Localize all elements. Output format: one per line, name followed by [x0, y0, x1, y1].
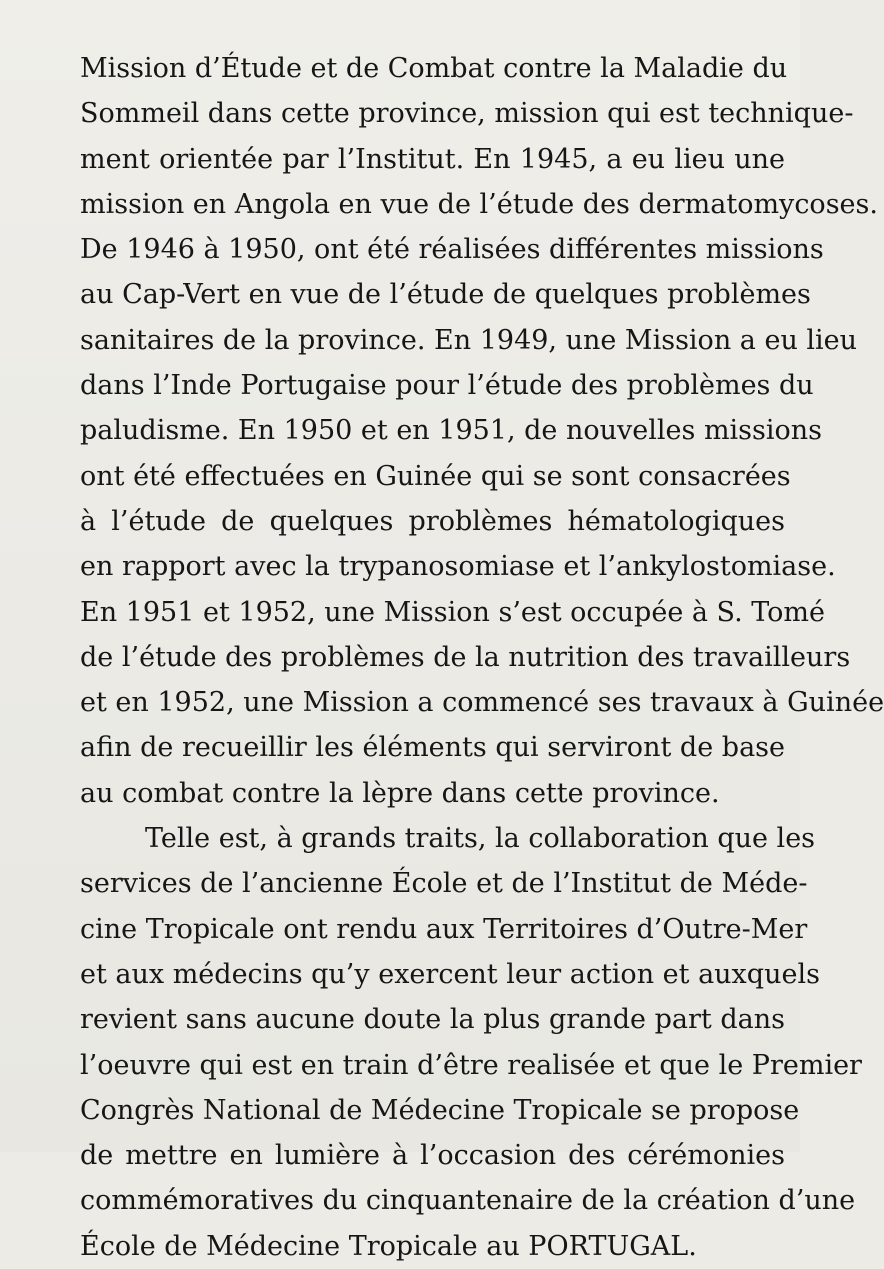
text-line: Congrès National de Médecine Tropicale se propose	[80, 1094, 800, 1126]
paragraph-end-line: au combat contre la lèpre dans cette province.	[80, 777, 720, 809]
text-line: et aux médecins qu’y exercent leur action et auxquels	[80, 958, 820, 990]
text-line: ont été effectuées en Guinée qui se sont consacrées	[80, 460, 791, 492]
text-line: l’oeuvre qui est en train d’être realisée et que le Premier	[80, 1049, 862, 1081]
paragraph-start-line: Telle est, à grands traits, la collaboration que les	[145, 823, 816, 855]
text-line: en rapport avec la trypanosomiase et l’ankylostomiase.	[80, 551, 836, 583]
text-line: et en 1952, une Mission a commencé ses travaux à Guinée	[80, 687, 884, 719]
body-text	[80, 46, 884, 1269]
text-line: Sommeil dans cette province, mission qui est technique-	[80, 98, 854, 130]
text-line: En 1951 et 1952, une Mission s’est occupée à S. Tomé	[80, 596, 826, 628]
paragraph-end-line: École de Médecine Tropicale au PORTUGAL.	[80, 1230, 697, 1262]
text-line: paludisme. En 1950 et en 1951, de nouvelles missions	[80, 415, 823, 447]
text-line: de l’étude des problèmes de la nutrition des travailleurs	[80, 641, 851, 673]
text-line: De 1946 à 1950, ont été réalisées différentes missions	[80, 234, 824, 266]
text-line: revient sans aucune doute la plus grande part dans	[80, 1004, 785, 1036]
text-line: de mettre en lumière à l’occasion des cérémonies	[80, 1140, 785, 1172]
text-line: ment orientée par l’Institut. En 1945, a eu lieu une	[80, 143, 785, 175]
text-line: cine Tropicale ont rendu aux Territoires d’Outre-Mer	[80, 913, 808, 945]
text-line: afin de recueillir les éléments qui serviront de base	[80, 732, 785, 764]
text-line: sanitaires de la province. En 1949, une Mission a eu lieu	[80, 324, 858, 356]
text-line: Mission d’Étude et de Combat contre la Maladie du	[80, 53, 788, 84]
text-line: dans l’Inde Portugaise pour l’étude des problèmes du	[80, 370, 814, 402]
text-line: services de l’ancienne École et de l’Institut de Méde-	[80, 868, 808, 900]
text-line: commémoratives du cinquantenaire de la création d’une	[80, 1185, 856, 1217]
text-line: au Cap-Vert en vue de l’étude de quelques problèmes	[80, 279, 811, 311]
text-line: mission en Angola en vue de l’étude des dermatomycoses.	[80, 188, 878, 220]
text-line: à l’étude de quelques problèmes hématologiques	[80, 505, 785, 537]
